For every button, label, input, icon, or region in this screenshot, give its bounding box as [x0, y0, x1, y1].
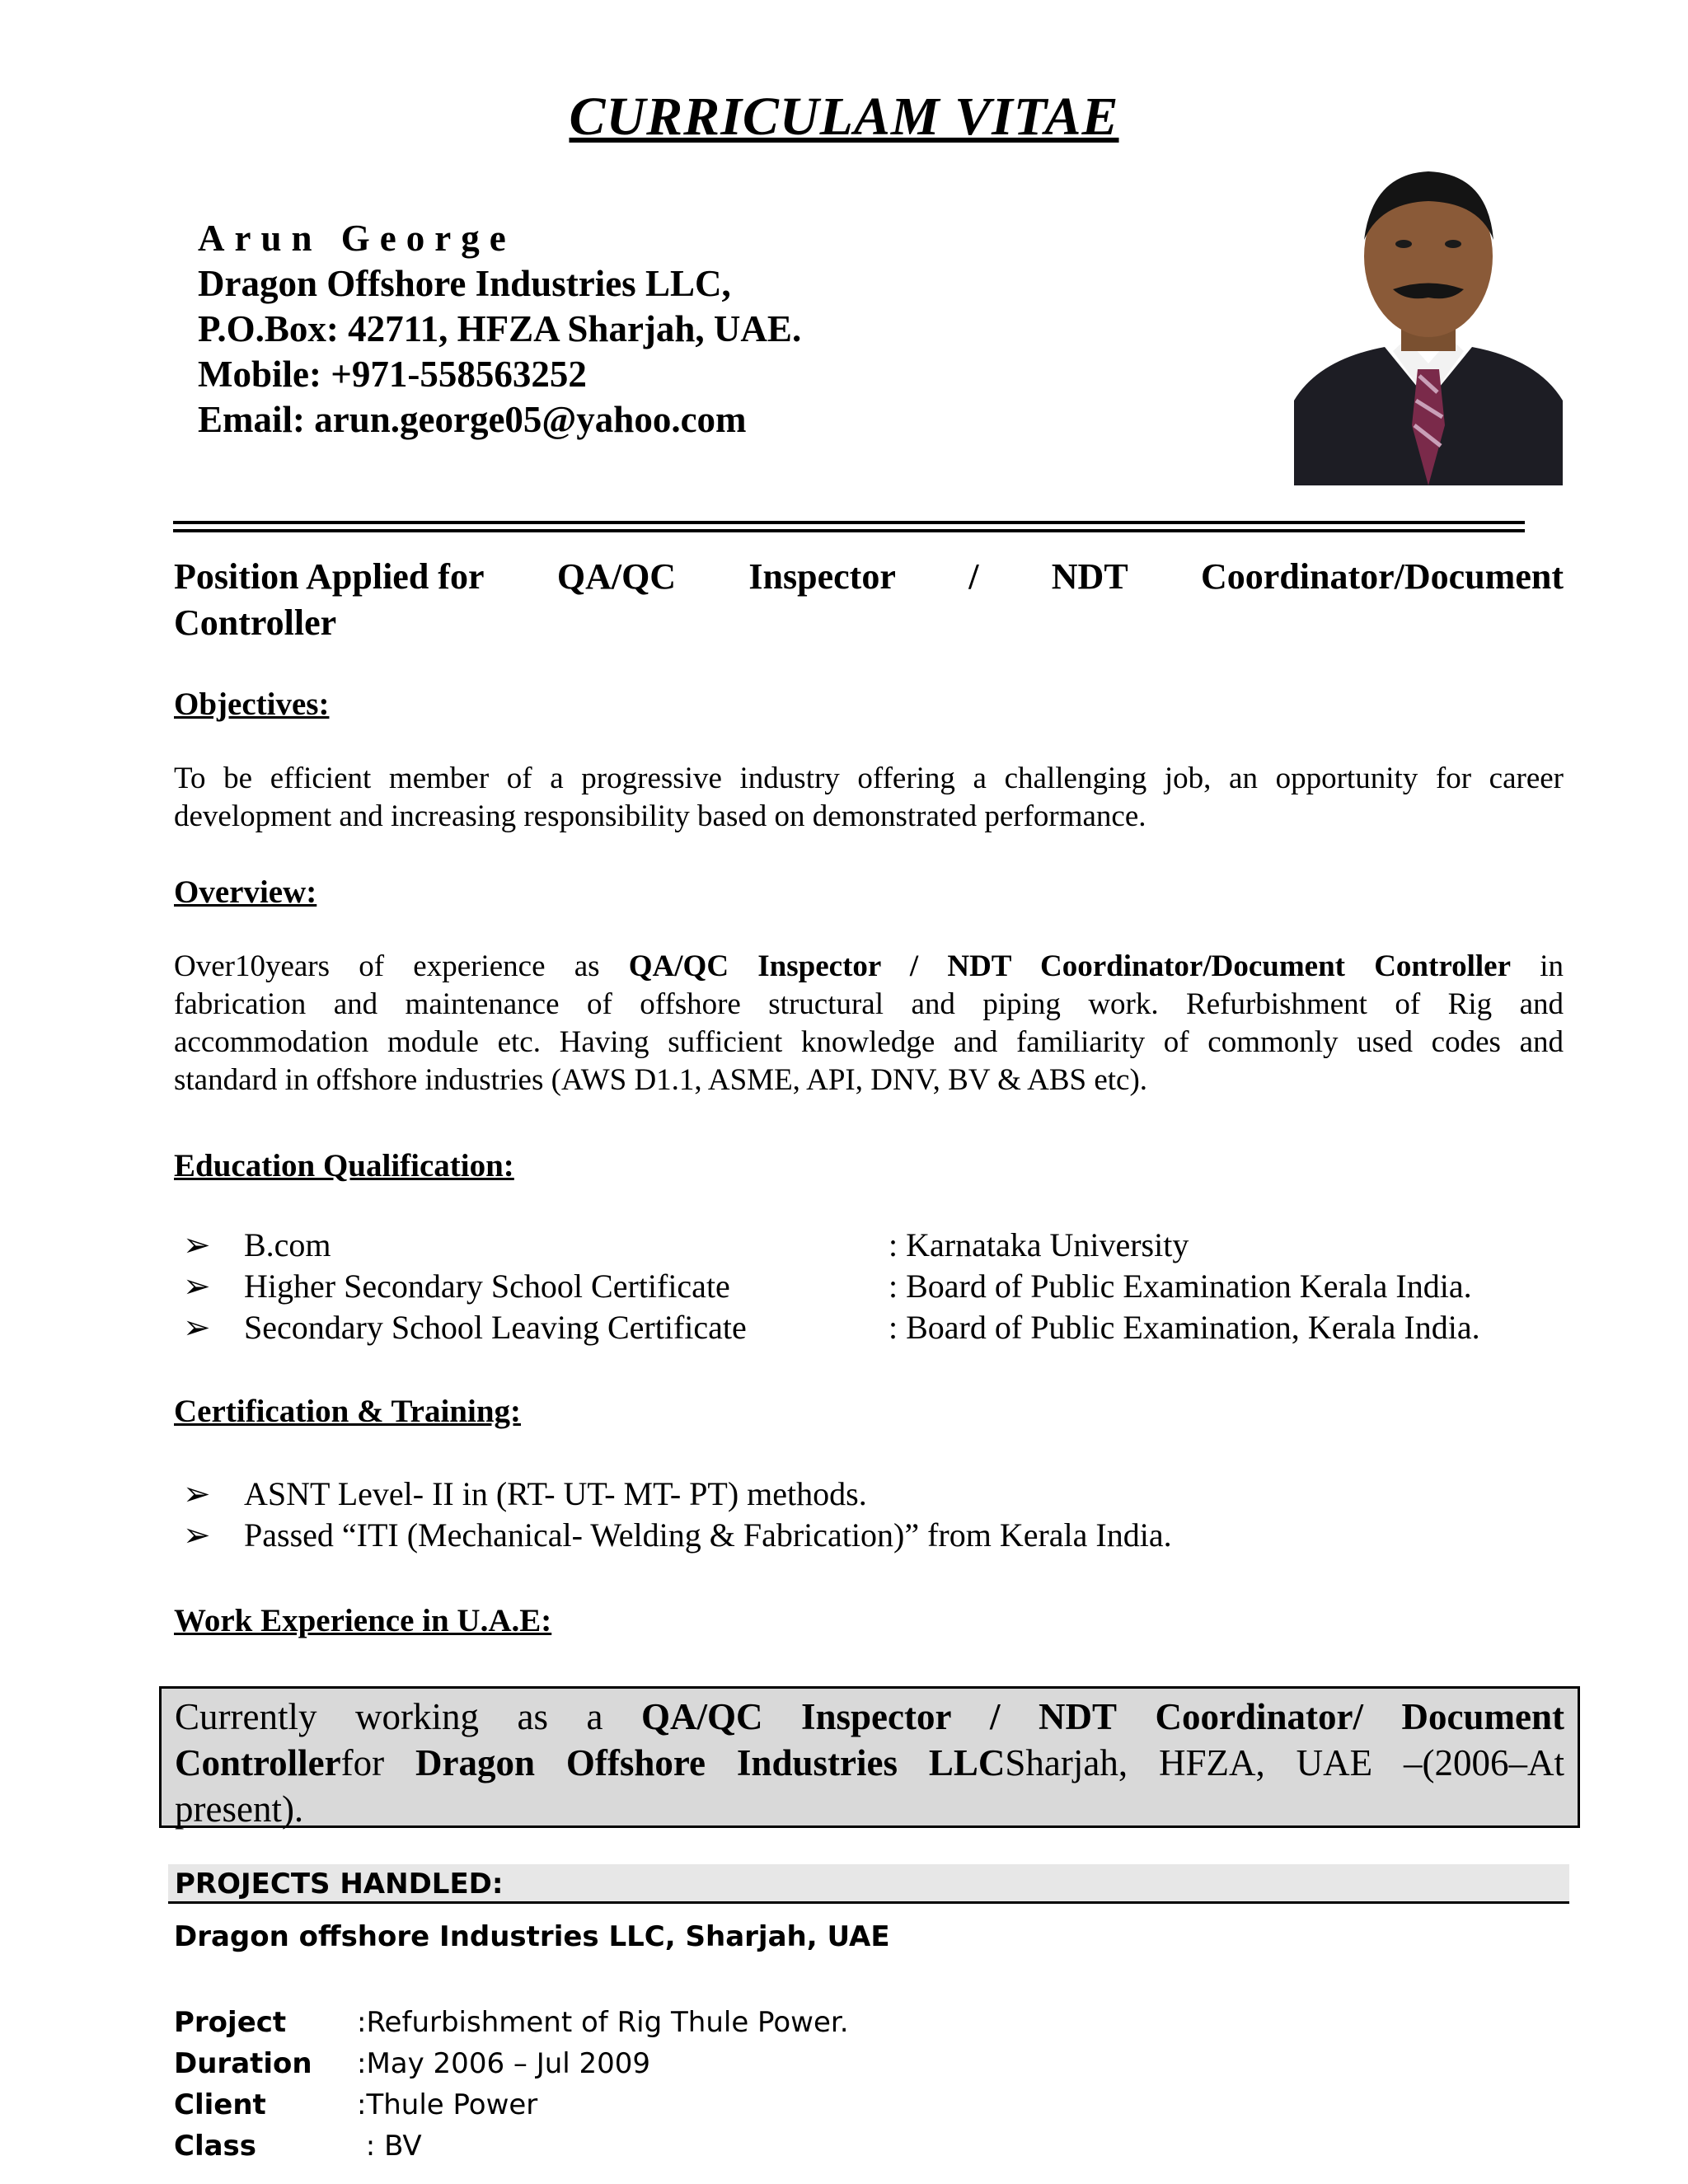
overview-text: Over10years of experience as QA/QC Inspector / NDT Coordinator/Document Controller in fabrication and maintenance of offshore structural and piping work. Refurbishment of Rig and accommodation module etc. Having sufficient knowledge and familiarity of commonly used codes and standard in offshore industries (AWS D1.1, ASME, API, DNV, BV & ABS etc). [174, 949, 1564, 1097]
education-heading: Education Qualification: [174, 1148, 514, 1183]
profile-photo [1294, 153, 1563, 485]
contact-block [198, 216, 801, 443]
list-item: ➢ Secondary School Leaving Certificate : Board of Public Examination, Kerala India. [183, 1307, 1480, 1348]
objectives-heading: Objectives: [174, 687, 330, 722]
list-item: ➢ Higher Secondary School Certificate : Board of Public Examination Kerala India. [183, 1266, 1472, 1307]
work-heading: Work Experience in U.A.E: [174, 1603, 552, 1638]
list-item: ➢ ASNT Level- II in (RT- UT- MT- PT) methods. [183, 1474, 867, 1515]
mobile-line: Mobile: +971-558563252 [198, 354, 587, 395]
divider-top [173, 521, 1525, 524]
list-item: ➢ Passed “ITI (Mechanical- Welding & Fabrication)” from Kerala India. [183, 1515, 1172, 1556]
projects-heading: PROJECTS HANDLED: [168, 1864, 1569, 1904]
company-line: Dragon Offshore Industries LLC, [198, 263, 731, 304]
bullet-arrow-icon: ➢ [183, 1226, 211, 1263]
current-position-box: Currently working as a QA/QC Inspector / NDT Coordinator/ Document Controllerfor Dragon Offshore Industries LLCSharjah, HFZA, UAE –(2006–At present). [159, 1686, 1580, 1828]
project-row: Class : BV [174, 2130, 422, 2163]
project-company: Dragon offshore Industries LLC, Sharjah, UAE [174, 1920, 890, 1953]
bullet-arrow-icon: ➢ [183, 1309, 211, 1346]
certification-heading: Certification & Training: [174, 1394, 522, 1429]
email-line: Email: arun.george05@yahoo.com [198, 399, 747, 440]
bullet-arrow-icon: ➢ [183, 1475, 211, 1512]
objectives-text: To be efficient member of a progressive industry offering a challenging job, an opportunity for career development and increasing responsibility based on demonstrated performance. [174, 762, 1564, 833]
project-row: Project :Refurbishment of Rig Thule Power. [174, 2006, 849, 2039]
address-line: P.O.Box: 42711, HFZA Sharjah, UAE. [198, 308, 802, 349]
divider-bottom [173, 529, 1525, 532]
document-title: CURRICULAM VITAE [569, 87, 1119, 147]
bullet-arrow-icon: ➢ [183, 1268, 211, 1305]
list-item: ➢ B.com : Karnataka University [183, 1225, 1189, 1266]
bullet-arrow-icon: ➢ [183, 1516, 211, 1554]
project-row: Client :Thule Power [174, 2088, 538, 2121]
candidate-name: Arun George [198, 218, 516, 259]
position-continuation: Controller [174, 602, 337, 643]
project-row: Duration :May 2006 – Jul 2009 [174, 2047, 651, 2080]
overview-heading: Overview: [174, 874, 317, 910]
position-applied: Position Applied for QA/QC Inspector / NDT Coordinator/Document [174, 556, 1564, 597]
